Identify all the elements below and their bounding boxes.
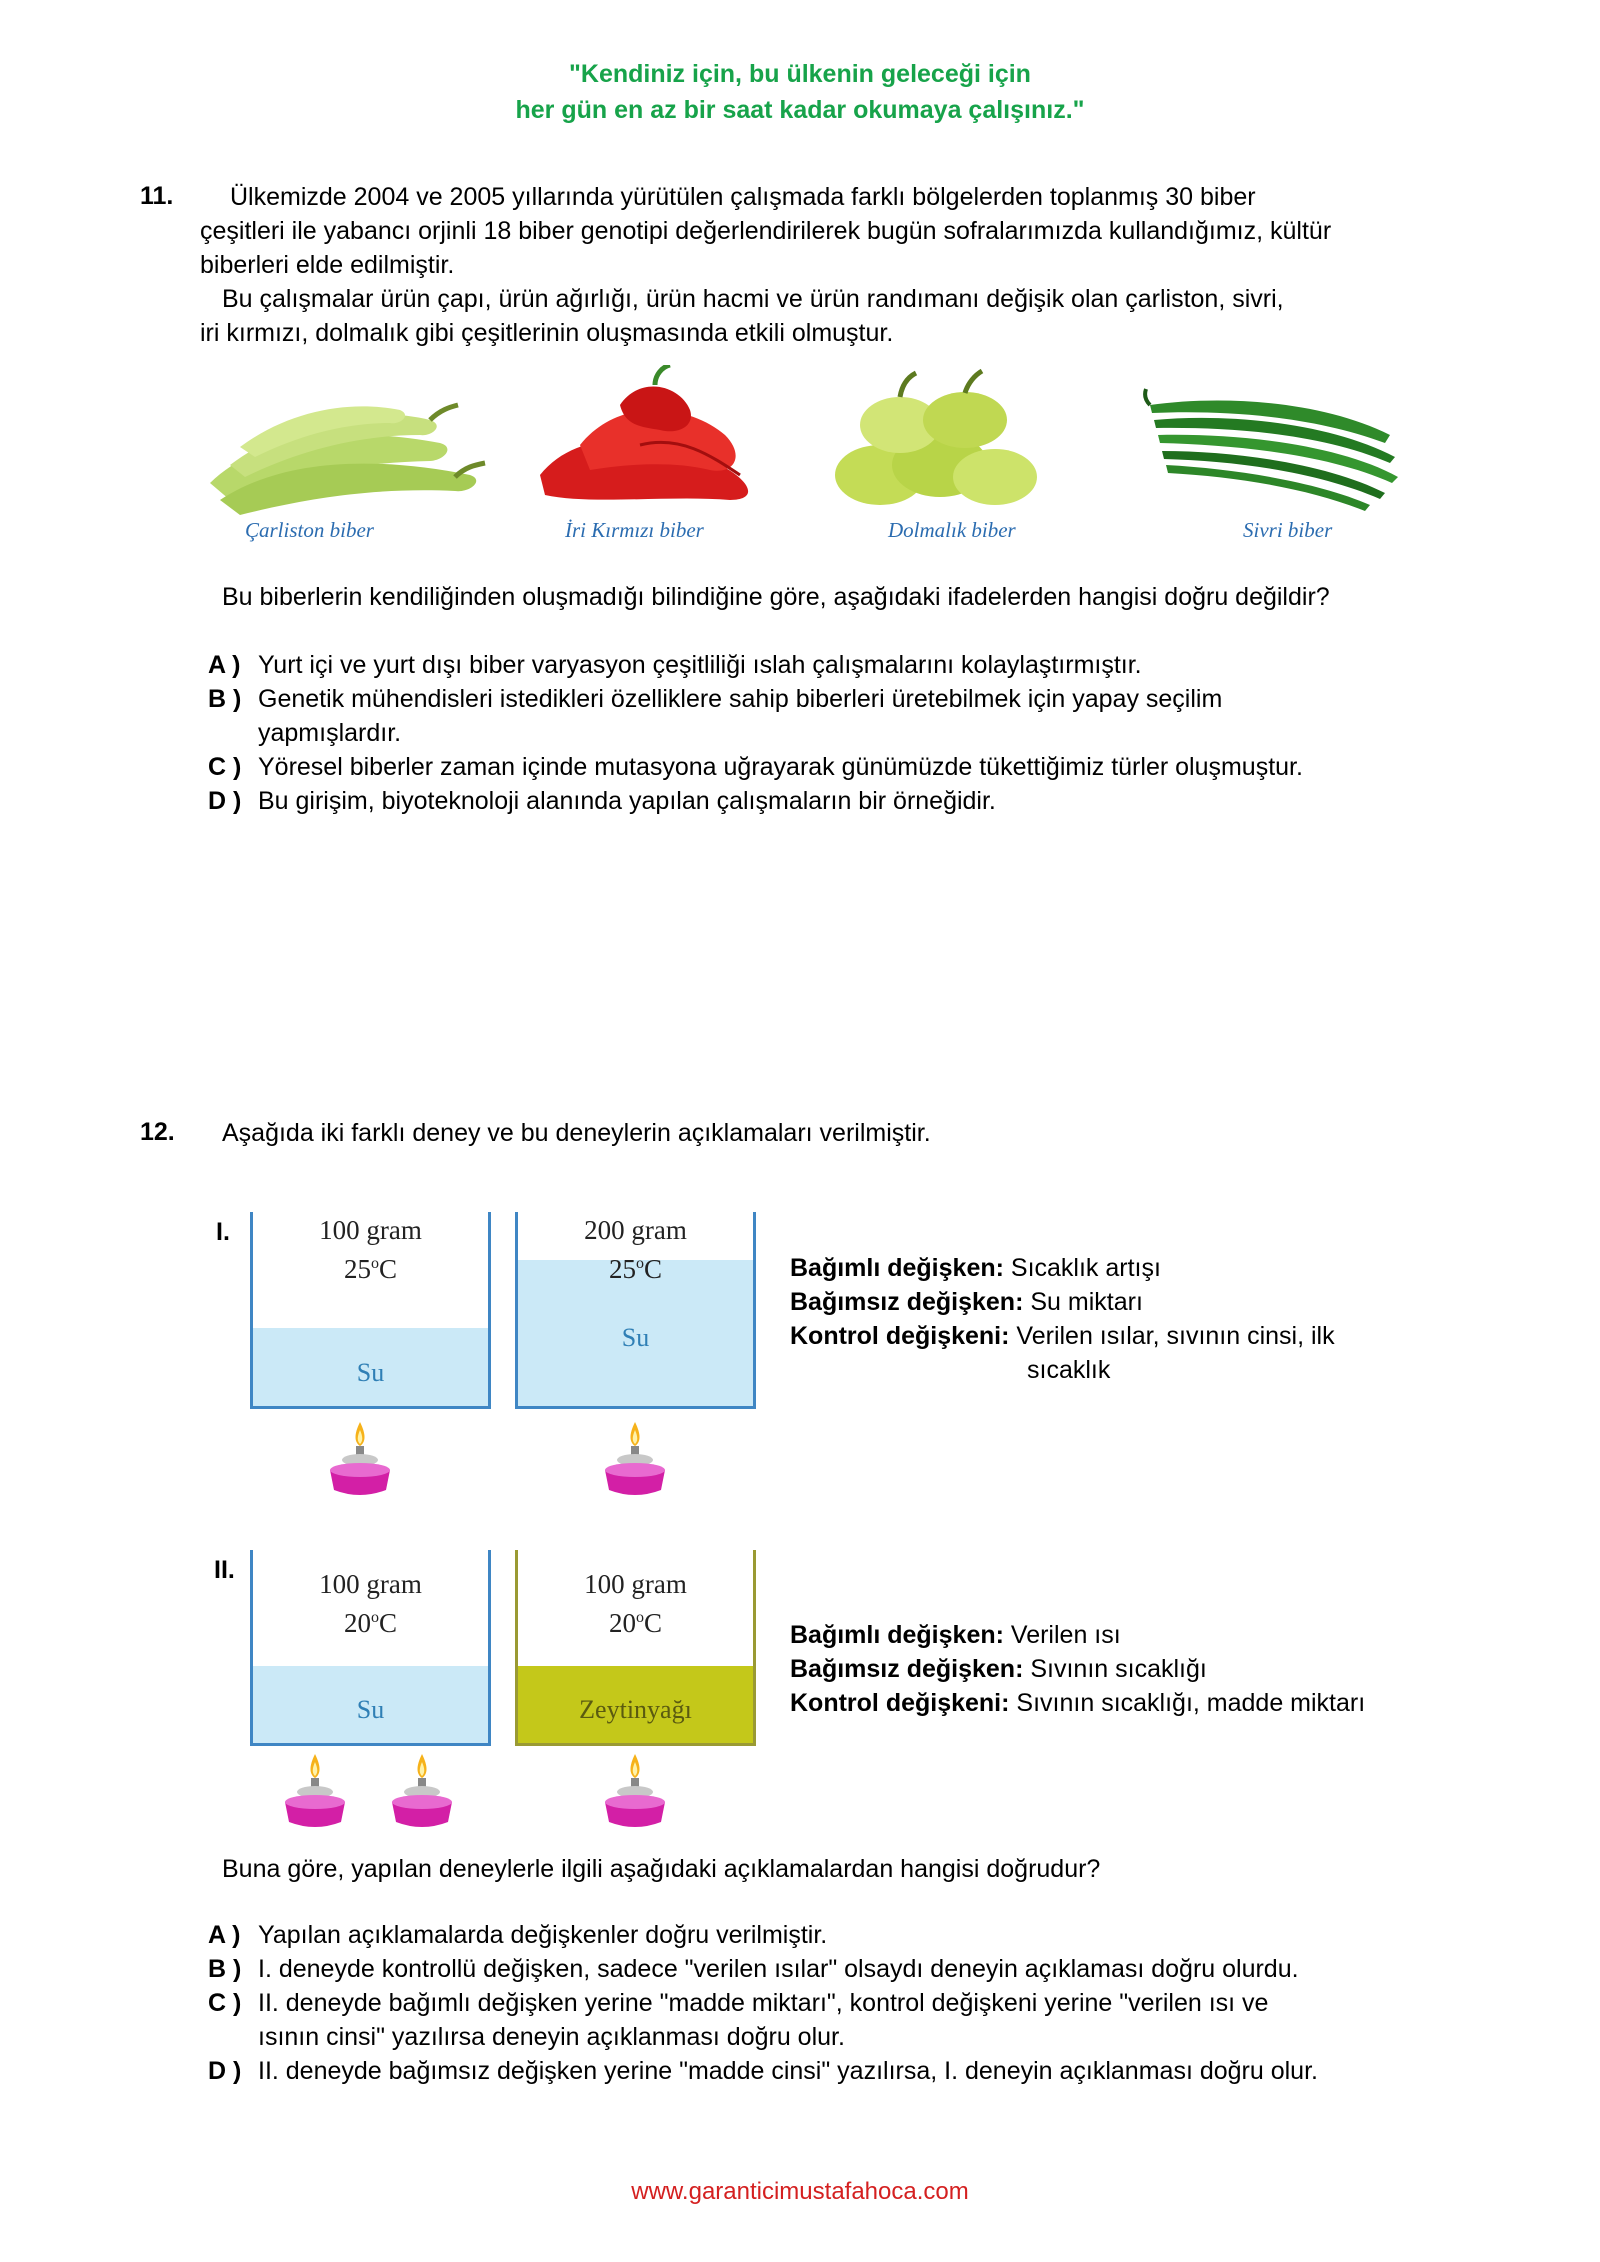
- beaker-temperature: 20$^o$C: [343, 1608, 397, 1638]
- q11-line-2: çeşitleri ile yabancı orjinli 18 biber genotipi değerlendirilerek bugün sofralarımızda kullandığımız, kültür: [200, 217, 1332, 245]
- q12-option-b[interactable]: [208, 1952, 1528, 1986]
- beaker-temperature: 25$^o$C: [343, 1254, 397, 1284]
- q11-option-b[interactable]: [208, 682, 1508, 716]
- option-text: Yöresel biberler zaman içinde mutasyona uğrayarak günümüzde tükettiğimiz türler oluşmuştur.: [258, 753, 1303, 781]
- option-text: II. deneyde bağımlı değişken yerine "madde miktarı", kontrol değişkeni yerine "verilen ısı ve: [258, 1989, 1269, 2017]
- q11-option-d[interactable]: [208, 784, 1508, 818]
- motto: [0, 56, 1600, 128]
- pepper-images: [200, 365, 1460, 515]
- motto-line-1: "Kendiniz için, bu ülkenin geleceği için: [569, 60, 1031, 88]
- option-label: A ): [208, 651, 241, 679]
- caption-sivri: Sivri biber: [1243, 518, 1333, 542]
- liquid-label: Su: [356, 1358, 385, 1387]
- beaker-mass: 200 gram: [584, 1215, 687, 1245]
- q12-option-c[interactable]: [208, 1986, 1528, 2020]
- caption-carliston: Çarliston biber: [245, 518, 374, 542]
- q11-line-5: iri kırmızı, dolmalık gibi çeşitlerinin oluşmasında etkili olmuştur.: [200, 319, 894, 347]
- bell-pepper-image: [835, 371, 1037, 505]
- question-11-stem: Bu biberlerin kendiliğinden oluşmadığı bilindiğine göre, aşağıdaki ifadelerden hangisi doğru değildir?: [222, 583, 1330, 611]
- exp2-control: Kontrol değişkeni: Sıvının sıcaklığı, madde miktarı: [790, 1689, 1366, 1717]
- red-pepper-image: [540, 365, 748, 500]
- q11-line-4: Bu çalışmalar ürün çapı, ürün ağırlığı, ürün hacmi ve ürün randımanı değişik olan çarliston, sivri,: [222, 285, 1284, 313]
- caption-dolmalik: Dolmalık biber: [888, 518, 1016, 542]
- experiment-1-label: I.: [216, 1218, 230, 1246]
- burner-icon: [595, 1420, 675, 1500]
- option-text: Genetik mühendisleri istedikleri özelliklere sahip biberleri üretebilmek için yapay seçilim: [258, 685, 1223, 713]
- experiment-2-label: II.: [214, 1556, 235, 1584]
- beaker-mass: 100 gram: [319, 1215, 422, 1245]
- option-text: Bu girişim, biyoteknoloji alanında yapılan çalışmaların bir örneğidir.: [258, 787, 996, 815]
- liquid-label: Su: [621, 1323, 650, 1352]
- option-label: D ): [208, 787, 242, 815]
- exp2-beaker-2: [515, 1550, 756, 1746]
- caption-iri-kirmizi: İri Kırmızı biber: [565, 518, 704, 542]
- beaker-temperature: 25$^o$C: [608, 1254, 662, 1284]
- motto-line-2: her gün en az bir saat kadar okumaya çalışınız.": [515, 96, 1085, 124]
- question-11-number: 11.: [140, 182, 174, 210]
- carliston-pepper-image: [210, 405, 485, 515]
- liquid-label: Zeytinyağı: [579, 1695, 692, 1724]
- exp1-independent: Bağımsız değişken: Su miktarı: [790, 1288, 1143, 1316]
- option-label: A ): [208, 1921, 241, 1949]
- question-12-stem: Buna göre, yapılan deneylerle ilgili aşağıdaki açıklamalardan hangisi doğrudur?: [222, 1855, 1101, 1883]
- exp1-beaker-1: [250, 1212, 491, 1409]
- q11-option-a[interactable]: [208, 648, 1508, 682]
- option-label: C ): [208, 1989, 242, 2017]
- question-11-text: [200, 180, 1500, 350]
- q12-option-d[interactable]: [208, 2054, 1528, 2088]
- option-text: Yurt içi ve yurt dışı biber varyasyon çeşitliliği ıslah çalışmalarını kolaylaştırmıştır.: [258, 651, 1142, 679]
- exp1-control: Kontrol değişkeni: Verilen ısılar, sıvının cinsi, ilk: [790, 1322, 1335, 1350]
- option-text: Yapılan açıklamalarda değişkenler doğru verilmiştir.: [258, 1921, 828, 1949]
- q11-option-b-cont: yapmışlardır.: [258, 719, 402, 747]
- question-12-number: 12.: [140, 1118, 175, 1146]
- option-text: I. deneyde kontrollü değişken, sadece "verilen ısılar" olsaydı deneyin açıklaması doğru olurdu.: [258, 1955, 1299, 1983]
- beaker-mass: 100 gram: [319, 1569, 422, 1599]
- option-label: B ): [208, 685, 242, 713]
- exp2-dependent: Bağımlı değişken: Verilen ısı: [790, 1621, 1121, 1649]
- q11-option-c[interactable]: [208, 750, 1508, 784]
- burner-icon: [595, 1752, 675, 1832]
- exp1-variables: [790, 1251, 1470, 1387]
- beaker-temperature: 20$^o$C: [608, 1608, 662, 1638]
- beaker-mass: 100 gram: [584, 1569, 687, 1599]
- option-label: B ): [208, 1955, 242, 1983]
- exp1-dependent: Bağımlı değişken: Sıcaklık artışı: [790, 1254, 1161, 1282]
- exp2-variables: [790, 1618, 1510, 1720]
- liquid-label: Su: [356, 1695, 385, 1724]
- burner-icon: [275, 1752, 355, 1832]
- q11-line-1: Ülkemizde 2004 ve 2005 yıllarında yürütülen çalışmada farklı bölgelerden toplanmış 30 biber: [230, 183, 1256, 211]
- option-text: II. deneyde bağımsız değişken yerine "madde cinsi" yazılırsa, I. deneyin açıklanması doğru olur.: [258, 2057, 1318, 2085]
- question-12-options: [208, 1918, 1528, 2088]
- exp2-beaker-1: [250, 1550, 491, 1746]
- question-12-intro: Aşağıda iki farklı deney ve bu deneylerin açıklamaları verilmiştir.: [222, 1119, 931, 1147]
- option-label: C ): [208, 753, 242, 781]
- footer-url[interactable]: www.garanticimustafahoca.com: [631, 2178, 969, 2205]
- q12-option-a[interactable]: [208, 1918, 1528, 1952]
- exp1-control-cont: sıcaklık: [1027, 1356, 1111, 1384]
- burner-icon: [320, 1420, 400, 1500]
- q12-option-c-cont: ısının cinsi" yazılırsa deneyin açıklanması doğru olur.: [258, 2023, 845, 2051]
- option-label: D ): [208, 2057, 242, 2085]
- burner-icon: [382, 1752, 462, 1832]
- question-11-options: [208, 648, 1508, 818]
- q11-line-3: biberleri elde edilmiştir.: [200, 251, 455, 279]
- exp1-beaker-2: [515, 1212, 756, 1409]
- sivri-pepper-image: [1145, 389, 1398, 511]
- exp2-independent: Bağımsız değişken: Sıvının sıcaklığı: [790, 1655, 1207, 1683]
